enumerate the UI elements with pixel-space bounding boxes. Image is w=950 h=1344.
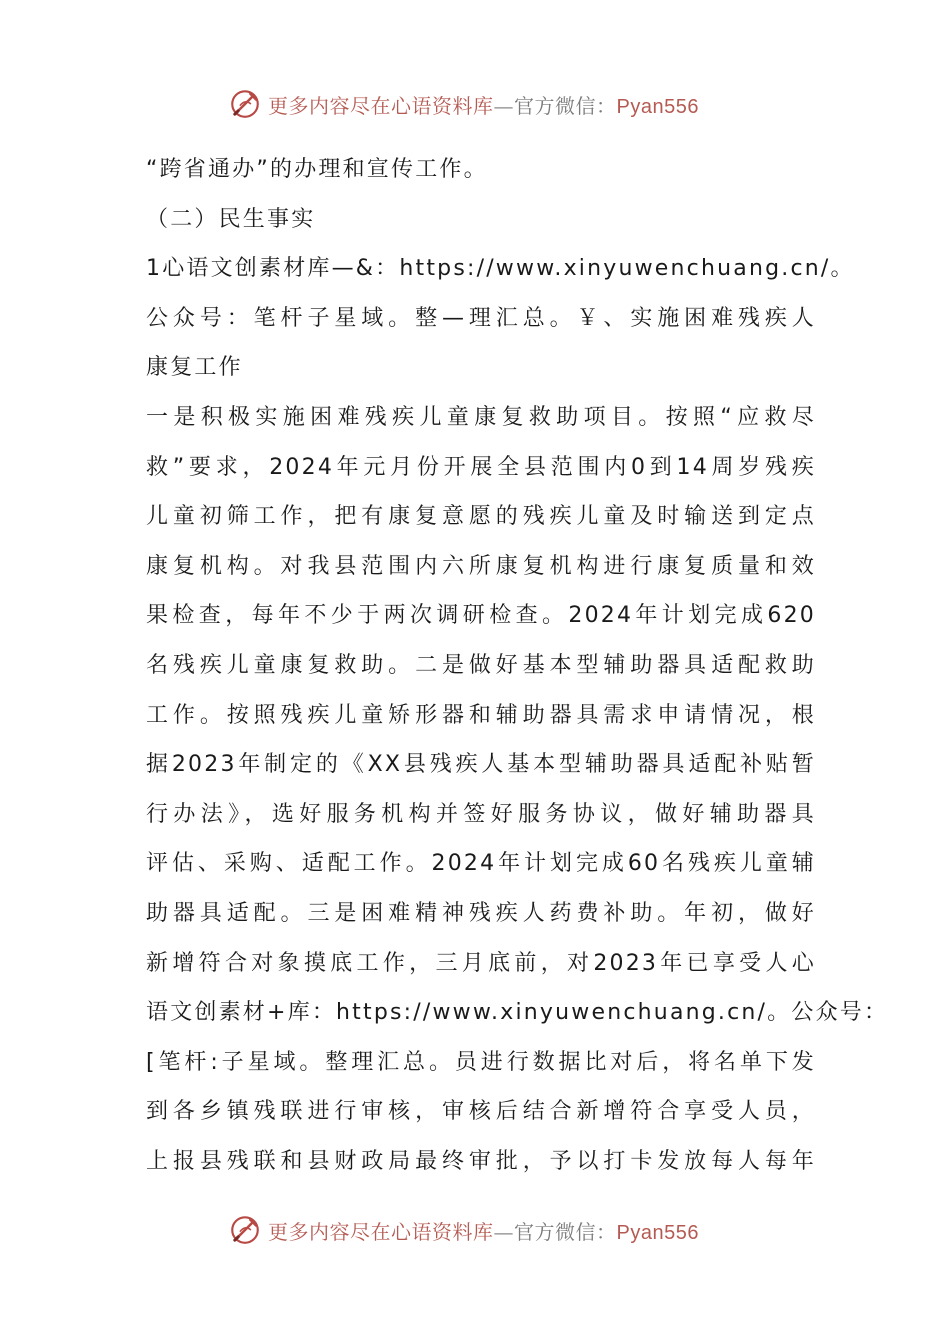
body-line: 名残疾儿童康复救助。二是做好基本型辅助器具适配救助	[146, 652, 816, 678]
footer-banner-text	[268, 1216, 699, 1245]
pen-logo-icon	[228, 87, 262, 121]
body-line: 工作。按照残疾儿童矫形器和辅助器具需求申请情况，根	[146, 702, 816, 728]
footer-banner	[228, 1210, 699, 1250]
header-banner-dash: —	[493, 93, 514, 118]
body-line: 救”要求，2024年元月份开展全县范围内0到14周岁残疾	[146, 454, 816, 480]
footer-banner-dash: —	[493, 1219, 514, 1244]
body-line: 评估、采购、适配工作。2024年计划完成60名残疾儿童辅	[146, 851, 816, 877]
body-line: 语文创素材+库：https://www.xinyuwenchuang.cn/。公众号：	[146, 1000, 889, 1026]
body-line: 公众号：笔杆子星域。整—理汇总。￥、实施困难残疾人	[146, 305, 816, 331]
body-line: 果检查，每年不少于两次调研检查。2024年计划完成620	[146, 603, 816, 629]
body-line: 康复机构。对我县范围内六所康复机构进行康复质量和效	[146, 553, 816, 579]
footer-banner-title: 更多内容尽在心语资料库	[268, 1219, 494, 1244]
header-banner-wechat-id: Pyan556	[616, 95, 699, 118]
body-line: 一是积极实施困难残疾儿童康复救助项目。按照“应救尽	[146, 404, 816, 430]
document-body	[146, 145, 889, 1186]
pen-logo-icon	[228, 1213, 262, 1247]
body-line: “跨省通办”的办理和宣传工作。	[146, 157, 488, 182]
body-line: 据2023年制定的《XX县残疾人基本型辅助器具适配补贴暂	[146, 752, 816, 778]
body-line: 行办法》，选好服务机构并签好服务协议，做好辅助器具	[146, 801, 816, 827]
section-heading: （二）民生事实	[146, 206, 316, 232]
header-banner-text	[268, 90, 699, 119]
body-line: [笔杆:子星域。整理汇总。员进行数据比对后，将名单下发	[146, 1049, 816, 1075]
header-banner-wechat-label: 官方微信：	[514, 93, 617, 118]
header-banner-title: 更多内容尽在心语资料库	[268, 93, 494, 118]
body-line: 康复工作	[146, 355, 243, 381]
body-line: 到各乡镇残联进行审核，审核后结合新增符合享受人员，	[146, 1099, 816, 1125]
body-line: 新增符合对象摸底工作，三月底前，对2023年已享受人心	[146, 950, 816, 976]
body-line: 上报县残联和县财政局最终审批，予以打卡发放每人每年	[146, 1148, 816, 1174]
body-line: 助器具适配。三是困难精神残疾人药费补助。年初，做好	[146, 900, 816, 926]
footer-banner-wechat-label: 官方微信：	[514, 1219, 617, 1244]
body-line: 儿童初筛工作，把有康复意愿的残疾儿童及时输送到定点	[146, 504, 816, 530]
body-line: 1心语文创素材库—&：https://www.xinyuwenchuang.cn/。	[146, 256, 855, 282]
header-banner	[228, 84, 699, 124]
footer-banner-wechat-id: Pyan556	[616, 1221, 699, 1244]
